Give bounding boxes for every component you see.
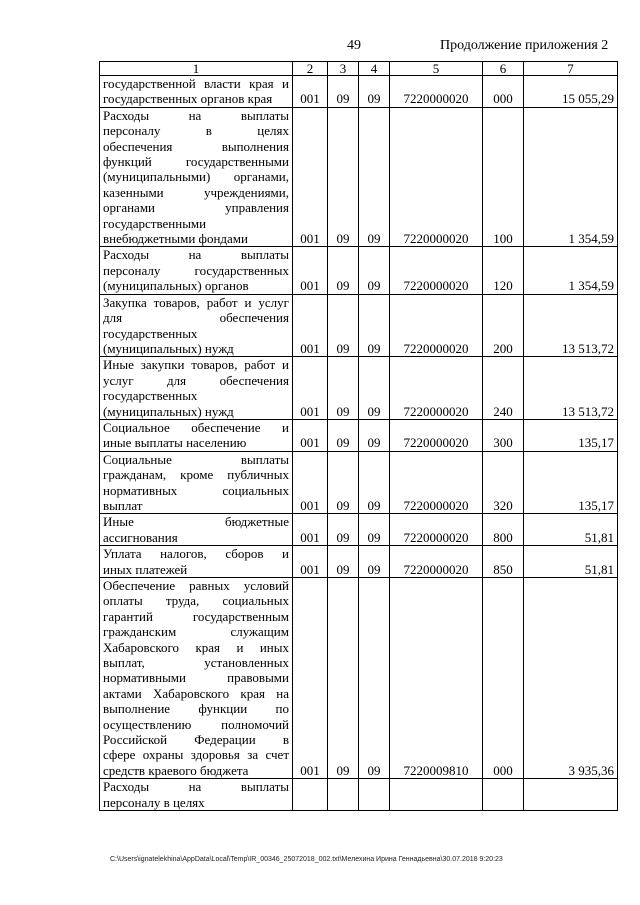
ministry-code-cell: 001: [293, 294, 328, 357]
row-name-line: персоналу в целях: [103, 123, 289, 139]
row-name-line: ассигнования: [103, 529, 178, 545]
row-name-cell: [100, 546, 293, 578]
table-row: [100, 578, 618, 779]
row-name-line: гарантий государственным: [103, 608, 289, 624]
column-header: 7: [524, 62, 618, 76]
budget-table: [99, 61, 618, 811]
section-code-cell: 09: [328, 514, 359, 546]
table-row: [100, 247, 618, 294]
target-item-cell: 7220009810: [390, 578, 483, 779]
row-name-line: Обеспечение равных условий: [103, 578, 289, 593]
row-name-line: Расходы на выплаты: [103, 107, 289, 123]
ministry-code-cell: 001: [293, 578, 328, 779]
column-header: 2: [293, 62, 328, 76]
row-name-line: актами Хабаровского края на: [103, 685, 289, 701]
column-header: 1: [100, 62, 293, 76]
amount-cell: 15 055,29: [524, 76, 618, 108]
row-name-line: для обеспечения: [103, 310, 289, 326]
ministry-code-cell: [293, 779, 328, 811]
row-name-line: Уплата налогов, сборов и: [103, 546, 289, 562]
column-header: 5: [390, 62, 483, 76]
row-name-line: (муниципальных) органов: [103, 278, 249, 294]
section-code-cell: 09: [328, 247, 359, 294]
expense-type-cell: 120: [483, 247, 524, 294]
amount-cell: 3 935,36: [524, 578, 618, 779]
ministry-code-cell: 001: [293, 107, 328, 247]
row-name-line: Иные закупки товаров, работ и: [103, 357, 289, 373]
section-code-cell: 09: [328, 546, 359, 578]
row-name-line: государственных органов края: [103, 91, 273, 107]
expense-type-cell: 000: [483, 578, 524, 779]
table-row: [100, 107, 618, 247]
expense-type-cell: 000: [483, 76, 524, 108]
table-body: [100, 76, 618, 811]
column-header: 3: [328, 62, 359, 76]
section-code-cell: [328, 779, 359, 811]
row-name-line: Социальные выплаты: [103, 451, 289, 467]
table-row: [100, 779, 618, 811]
row-name-line: органами управления: [103, 200, 289, 216]
row-name-cell: [100, 357, 293, 420]
amount-cell: 51,81: [524, 514, 618, 546]
expense-type-cell: 240: [483, 357, 524, 420]
section-code-cell: 09: [328, 294, 359, 357]
subsection-code-cell: 09: [359, 419, 390, 451]
row-name-line: казенными учреждениями,: [103, 184, 289, 200]
ministry-code-cell: 001: [293, 247, 328, 294]
row-name-line: гражданам, кроме публичных: [103, 467, 289, 483]
row-name-cell: [100, 779, 293, 811]
row-name-line: средств краевого бюджета: [103, 762, 249, 778]
section-code-cell: 09: [328, 107, 359, 247]
target-item-cell: 7220000020: [390, 357, 483, 420]
subsection-code-cell: 09: [359, 294, 390, 357]
row-name-line: функций государственными: [103, 154, 289, 170]
ministry-code-cell: 001: [293, 419, 328, 451]
amount-cell: 1 354,59: [524, 247, 618, 294]
table-row: [100, 357, 618, 420]
row-name-line: (муниципальных) нужд: [103, 403, 234, 419]
table-row: [100, 419, 618, 451]
target-item-cell: 7220000020: [390, 546, 483, 578]
row-name-line: Социальное обеспечение и: [103, 419, 289, 435]
column-header: 4: [359, 62, 390, 76]
expense-type-cell: [483, 779, 524, 811]
amount-cell: 1 354,59: [524, 107, 618, 247]
column-header: 6: [483, 62, 524, 76]
row-name-line: государственными: [103, 215, 207, 231]
section-code-cell: 09: [328, 357, 359, 420]
row-name-line: персоналу в целях: [103, 794, 205, 810]
row-name-line: Хабаровского края и иных: [103, 639, 289, 655]
row-name-line: персоналу государственных: [103, 262, 289, 278]
section-code-cell: 09: [328, 451, 359, 514]
row-name-cell: [100, 247, 293, 294]
expense-type-cell: 200: [483, 294, 524, 357]
subsection-code-cell: 09: [359, 107, 390, 247]
subsection-code-cell: [359, 779, 390, 811]
target-item-cell: 7220000020: [390, 514, 483, 546]
row-name-line: (муниципальными) органами,: [103, 169, 289, 185]
row-name-line: гражданским служащим: [103, 624, 289, 640]
row-name-line: Российской Федерации в: [103, 732, 289, 748]
ministry-code-cell: 001: [293, 357, 328, 420]
amount-cell: 135,17: [524, 451, 618, 514]
row-name-line: выполнение функции по: [103, 701, 289, 717]
ministry-code-cell: 001: [293, 546, 328, 578]
header-row: [100, 62, 618, 76]
subsection-code-cell: 09: [359, 357, 390, 420]
target-item-cell: 7220000020: [390, 419, 483, 451]
section-code-cell: 09: [328, 76, 359, 108]
row-name-line: сфере охраны здоровья за счет: [103, 747, 289, 763]
table-row: [100, 514, 618, 546]
ministry-code-cell: 001: [293, 514, 328, 546]
amount-cell: 13 513,72: [524, 294, 618, 357]
target-item-cell: [390, 779, 483, 811]
expense-type-cell: 850: [483, 546, 524, 578]
ministry-code-cell: 001: [293, 76, 328, 108]
row-name-cell: [100, 514, 293, 546]
subsection-code-cell: 09: [359, 247, 390, 294]
row-name-line: Иные бюджетные: [103, 514, 289, 530]
row-name-line: государственных: [103, 325, 198, 341]
expense-type-cell: 100: [483, 107, 524, 247]
row-name-line: выплат, установленных: [103, 655, 289, 671]
target-item-cell: 7220000020: [390, 451, 483, 514]
expense-type-cell: 320: [483, 451, 524, 514]
target-item-cell: 7220000020: [390, 107, 483, 247]
row-name-cell: [100, 419, 293, 451]
subsection-code-cell: 09: [359, 514, 390, 546]
target-item-cell: 7220000020: [390, 76, 483, 108]
expense-type-cell: 300: [483, 419, 524, 451]
row-name-line: государственных: [103, 388, 198, 404]
row-name-cell: [100, 294, 293, 357]
row-name-line: услуг для обеспечения: [103, 372, 289, 388]
row-name-line: оплаты труда, социальных: [103, 593, 289, 609]
continuation-heading: Продолжение приложения 2: [440, 38, 609, 53]
row-name-line: Закупка товаров, работ и услуг: [103, 294, 289, 310]
ministry-code-cell: 001: [293, 451, 328, 514]
table-row: [100, 451, 618, 514]
expense-type-cell: 800: [483, 514, 524, 546]
amount-cell: 51,81: [524, 546, 618, 578]
row-name-cell: [100, 578, 293, 779]
row-name-cell: [100, 451, 293, 514]
page-number: 49: [347, 38, 361, 53]
table-row: [100, 76, 618, 108]
row-name-line: иных платежей: [103, 561, 188, 577]
row-name-cell: [100, 76, 293, 108]
subsection-code-cell: 09: [359, 76, 390, 108]
subsection-code-cell: 09: [359, 546, 390, 578]
row-name-line: (муниципальных) нужд: [103, 340, 234, 356]
row-name-line: осуществлению полномочий: [103, 716, 289, 732]
row-name-line: обеспечения выполнения: [103, 138, 289, 154]
target-item-cell: 7220000020: [390, 294, 483, 357]
row-name-line: государственной власти края и: [103, 76, 289, 91]
section-code-cell: 09: [328, 578, 359, 779]
row-name-cell: [100, 107, 293, 247]
row-name-line: Расходы на выплаты: [103, 779, 289, 795]
subsection-code-cell: 09: [359, 578, 390, 779]
row-name-line: нормативными правовыми: [103, 670, 289, 686]
row-name-line: выплат: [103, 497, 143, 513]
section-code-cell: 09: [328, 419, 359, 451]
subsection-code-cell: 09: [359, 451, 390, 514]
row-name-line: нормативных социальных: [103, 482, 289, 498]
footer-file-path: C:\Users\ignatelekhina\AppData\Local\Temp\IR_00346_25072018_002.txt\Мелехина Ирина Геннадьевна\30.07.2018 9:20:23: [110, 856, 503, 863]
table-row: [100, 546, 618, 578]
amount-cell: 13 513,72: [524, 357, 618, 420]
table-row: [100, 294, 618, 357]
amount-cell: 135,17: [524, 419, 618, 451]
row-name-line: иные выплаты населению: [103, 435, 247, 451]
row-name-line: Расходы на выплаты: [103, 247, 289, 263]
amount-cell: [524, 779, 618, 811]
row-name-line: внебюджетными фондами: [103, 231, 248, 247]
target-item-cell: 7220000020: [390, 247, 483, 294]
